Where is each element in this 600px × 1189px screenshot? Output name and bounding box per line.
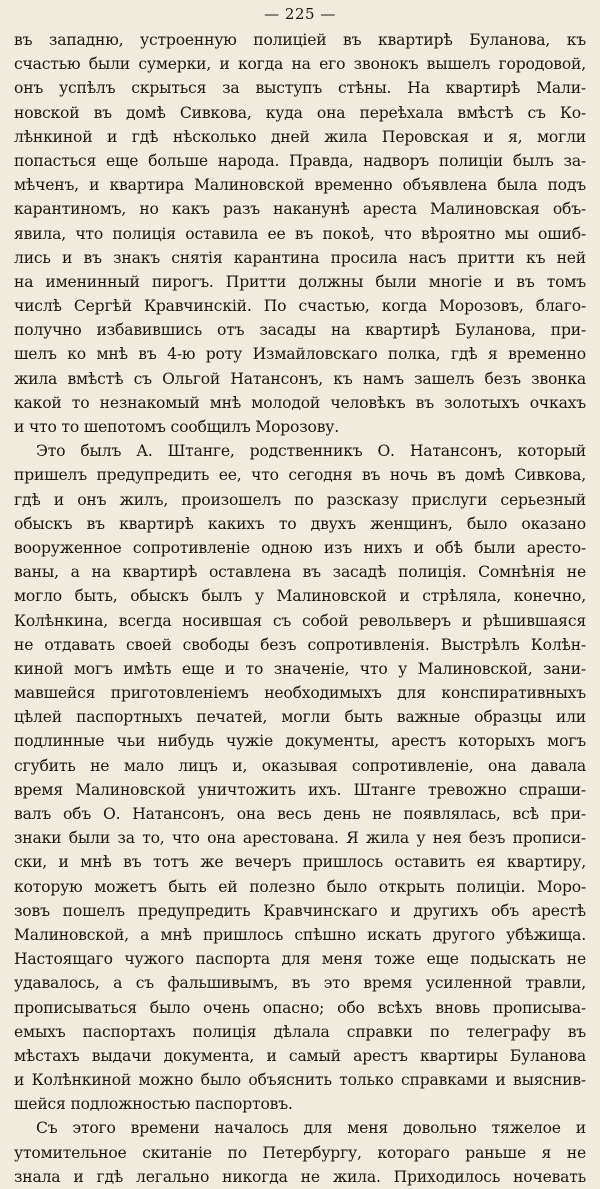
paragraph-2 [14, 439, 586, 1116]
text-line: Малиновской, а мнѣ пришлось спѣшно искать другого убѣжища. [14, 925, 586, 944]
text-line: и что то шепотомъ сообщилъ Морозову. [14, 418, 340, 436]
text-line: подлинные чьи нибудь чужіе документы, арестъ которыхъ могъ [14, 732, 586, 751]
text-line: удавалось, а съ фальшивымъ, въ это время усиленной травли, [14, 974, 586, 993]
text-line: обыскъ въ квартирѣ какихъ то двухъ женщинъ, было оказано [14, 514, 586, 533]
text-line: новской въ домѣ Сивкова, куда она переѣхала вмѣстѣ съ Ко- [14, 103, 586, 122]
text-line: карантиномъ, но какъ разъ наканунѣ ареста Малиновская объ- [14, 200, 586, 219]
text-line: шейся подложностью паспортовъ. [14, 1095, 293, 1114]
text-line: Это былъ А. Штанге, родственникъ О. Натансонъ, который [36, 442, 586, 461]
text-line: Колѣнкина, всегда носившая съ собой револьверъ и рѣшившаяся [14, 611, 586, 630]
body-text [14, 28, 586, 1189]
text-line: въ западню, устроенную полиціей въ квартирѣ Буланова, къ [14, 31, 586, 49]
paragraph-3 [14, 1116, 586, 1189]
text-line: киной могъ имѣть еще и то значеніе, что у Малиновской, зани- [14, 659, 586, 678]
text-line: могло быть, обыскъ былъ у Малиновской и стрѣляла, конечно, [14, 587, 586, 606]
text-line: не отдавать своей свободы безъ сопротивленія. Выстрѣлъ Колѣн- [14, 635, 586, 654]
text-line: время Малиновской уничтожить ихъ. Штанге тревожно спраши- [14, 780, 586, 799]
text-line: какой то незнакомый мнѣ молодой человѣкъ въ золотыхъ очкахъ [14, 393, 586, 412]
text-line: онъ успѣлъ скрыться за выступъ стѣны. На квартирѣ Мали- [14, 79, 586, 98]
text-line: получно избавившись отъ засады на квартирѣ Буланова, при- [14, 321, 586, 340]
text-line: попасться еще больше народа. Правда, надворъ полиціи былъ за- [14, 151, 586, 170]
text-line: ваны, а на квартирѣ оставлена въ засадѣ полиція. Сомнѣнія не [14, 563, 586, 582]
text-line: ски, и мнѣ въ тотъ же вечеръ пришлось оставить ея квартиру, [14, 853, 586, 872]
page-number: — 225 — [264, 5, 336, 23]
text-line: на именинный пирогъ. Притти должны были многіе и въ томъ [14, 272, 586, 291]
text-line: Съ этого времени началось для меня довольно тяжелое и [36, 1119, 586, 1138]
text-line: жила вмѣстѣ съ Ольгой Натансонъ, къ намъ зашелъ безъ звонка [14, 369, 586, 388]
text-line: валъ объ О. Натансонъ, она весь день не появлялась, всѣ при- [14, 805, 586, 823]
text-line: лись и въ знакъ снятія карантина просила насъ притти къ ней [14, 248, 586, 267]
text-line: Настоящаго чужого паспорта для меня тоже еще подыскать не [14, 950, 586, 969]
text-line: гдѣ и онъ жилъ, произошелъ по разсказу прислуги серьезный [14, 490, 586, 509]
text-line: мавшейся приготовленіемъ необходимыхъ для конспиративныхъ [14, 684, 586, 703]
text-line: шелъ ко мнѣ въ 4-ю роту Измайловскаго полка, гдѣ я временно [14, 345, 586, 364]
text-line: мѣстахъ выдачи документа, и самый арестъ квартиры Буланова [14, 1046, 586, 1065]
text-line: числѣ Сергѣй Кравчинскій. По счастью, когда Морозовъ, благо- [14, 297, 586, 316]
text-line: счастью были сумерки, и когда на его звонокъ вышелъ городовой, [14, 55, 586, 74]
text-line: зовъ пошелъ предупредить Кравчинскаго и другихъ объ арестѣ [14, 901, 586, 920]
text-line: знаки были за то, что она арестована. Я жила у нея безъ прописи- [14, 829, 586, 848]
text-line: вооруженное сопротивленіе одною изъ нихъ и обѣ были аресто- [14, 538, 586, 557]
text-line: лѣнкиной и гдѣ нѣсколько дней жила Перовская и я, могли [14, 127, 586, 146]
text-line: сгубить не мало лицъ и, оказывая сопротивленіе, она давала [14, 756, 586, 775]
text-line: знала и гдѣ легально никогда не жила. Приходилось ночевать [14, 1167, 586, 1186]
text-line: и Колѣнкиной можно было объяснить только справками и выяснив- [14, 1071, 586, 1090]
text-line: пришелъ предупредить ее, что сегодня въ ночь въ домѣ Сивкова, [14, 466, 586, 485]
text-line: мѣченъ, и квартира Малиновской временно объявлена была подъ [14, 176, 586, 195]
paragraph-1 [14, 28, 586, 439]
text-line: явила, что полиція оставила ее въ покоѣ, что вѣроятно мы ошиб- [14, 224, 586, 243]
text-line: цѣлей паспортныхъ печатей, могли быть важные образцы или [14, 708, 586, 727]
text-line: утомительное скитаніе по Петербургу, котораго раньше я не [14, 1143, 586, 1162]
text-line: емыхъ паспортахъ полиція дѣлала справки по телеграфу въ [14, 1022, 586, 1041]
text-line: прописываться было очень опасно; обо всѣхъ вновь прописыва- [14, 998, 586, 1017]
text-line: которую можетъ быть ей полезно было открыть полиціи. Моро- [14, 877, 586, 896]
